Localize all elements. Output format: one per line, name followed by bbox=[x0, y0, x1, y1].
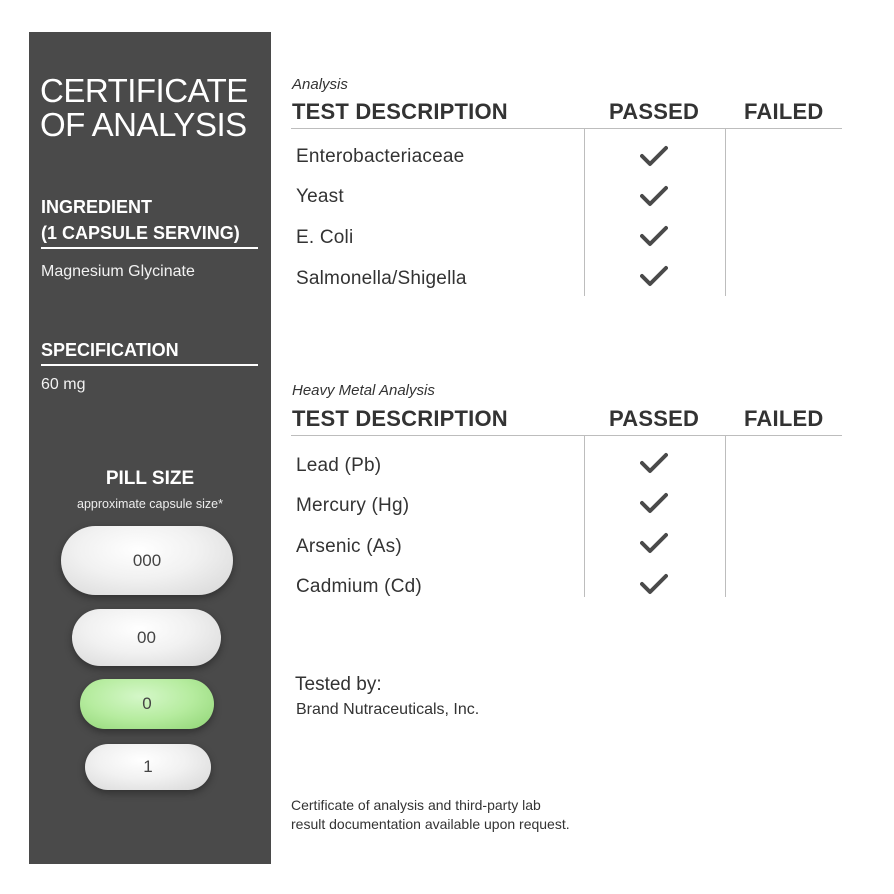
capsule-1: 1 bbox=[85, 744, 211, 790]
check-icon bbox=[640, 145, 668, 167]
tested-by-label: Tested by: bbox=[295, 674, 382, 695]
footnote: Certificate of analysis and third-party lab result documentation available upon request. bbox=[291, 797, 570, 832]
capsule-00: 00 bbox=[72, 609, 221, 666]
pill-size-note: approximate capsule size* bbox=[77, 497, 223, 511]
heavy-metal-row-label: Cadmium (Cd) bbox=[296, 576, 422, 597]
analysis-row-label: Salmonella/Shigella bbox=[296, 268, 467, 289]
heavy-metal-header-divider bbox=[291, 435, 842, 436]
heavy-metal-col-test: TEST DESCRIPTION bbox=[292, 406, 508, 431]
ingredient-value: Magnesium Glycinate bbox=[41, 263, 195, 280]
analysis-header-divider bbox=[291, 128, 842, 129]
capsule-0-selected: 0 bbox=[80, 679, 214, 729]
analysis-row-label: Enterobacteriaceae bbox=[296, 146, 465, 167]
heavy-metal-col-divider-2 bbox=[725, 435, 726, 597]
certificate-panel bbox=[29, 32, 271, 864]
check-icon bbox=[640, 532, 668, 554]
heavy-metal-row-label: Lead (Pb) bbox=[296, 455, 382, 476]
ingredient-heading: INGREDIENT (1 CAPSULE SERVING) bbox=[41, 194, 258, 249]
check-icon bbox=[640, 265, 668, 287]
heavy-metal-col-passed: PASSED bbox=[609, 406, 700, 431]
heavy-metal-caption: Heavy Metal Analysis bbox=[292, 382, 435, 399]
check-icon bbox=[640, 492, 668, 514]
check-icon bbox=[640, 185, 668, 207]
analysis-col-failed: FAILED bbox=[744, 99, 824, 124]
analysis-row-label: E. Coli bbox=[296, 227, 354, 248]
heavy-metal-row-label: Mercury (Hg) bbox=[296, 495, 410, 516]
analysis-col-divider-2 bbox=[725, 128, 726, 296]
analysis-row-label: Yeast bbox=[296, 186, 344, 207]
analysis-col-passed: PASSED bbox=[609, 99, 700, 124]
check-icon bbox=[640, 573, 668, 595]
specification-value: 60 mg bbox=[41, 376, 86, 393]
check-icon bbox=[640, 452, 668, 474]
heavy-metal-row-label: Arsenic (As) bbox=[296, 536, 402, 557]
certificate-title: CERTIFICATE OF ANALYSIS bbox=[40, 72, 248, 143]
check-icon bbox=[640, 225, 668, 247]
tested-by-value: Brand Nutraceuticals, Inc. bbox=[296, 701, 480, 718]
heavy-metal-col-divider-1 bbox=[584, 435, 585, 597]
pill-size-heading: PILL SIZE bbox=[105, 468, 195, 489]
analysis-caption: Analysis bbox=[292, 76, 348, 93]
analysis-col-test: TEST DESCRIPTION bbox=[292, 99, 508, 124]
analysis-col-divider-1 bbox=[584, 128, 585, 296]
heavy-metal-col-failed: FAILED bbox=[744, 406, 824, 431]
capsule-000: 000 bbox=[61, 526, 233, 595]
specification-heading: SPECIFICATION bbox=[41, 337, 258, 366]
